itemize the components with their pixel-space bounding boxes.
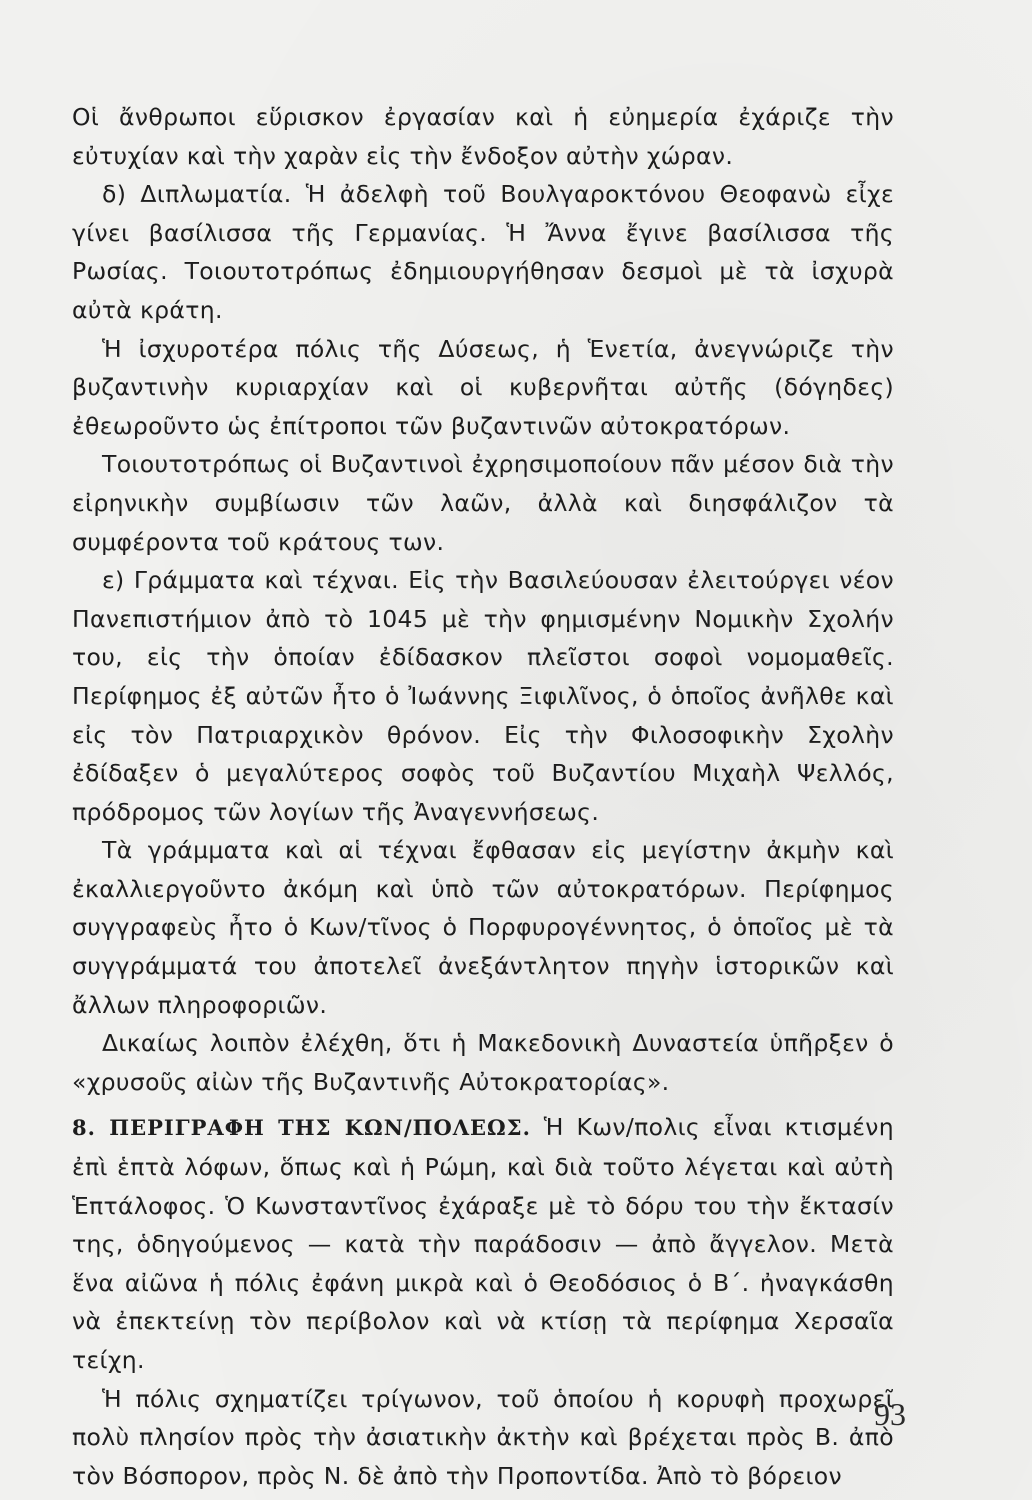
section-8-paragraph (72, 1108, 894, 1379)
body-text (72, 98, 894, 1495)
paragraph-golden-age: Δικαίως λοιπὸν ἐλέχθη, ὅτι ἡ Μακεδονικὴ Δυναστεία ὑπῆρξεν ὁ «χρυσοῦς αἰὼν τῆς Βυζαντινῆς Αὐτοκρατορίας». (72, 1029, 894, 1096)
section-heading: 8. ΠΕΡΙΓΡΑΦΗ ΤΗΣ ΚΩΝ/ΠΟΛΕΩΣ. (72, 1115, 531, 1141)
paragraph-venice: Ἡ ἰσχυροτέρα πόλις τῆς Δύσεως, ἡ Ἑνετία, ἀνεγνώριζε τὴν βυζαντινὴν κυριαρχίαν καὶ οἱ κυβερνῆται αὐτῆς (δόγηδες) ἐθεωροῦντο ὡς ἐπίτροποι τῶν βυζαντινῶν αὐτοκρατόρων. (72, 334, 894, 440)
paragraph-letters-arts: ε) Γράμματα καὶ τέχναι. Εἰς τὴν Βασιλεύουσαν ἐλειτούργει νέον Πανεπιστήμιον ἀπὸ τὸ 1045 μὲ τὴν φημισμένην Νομικὴν Σχολήν του, εἰς τὴν ὁποίαν ἐδίδασκον πλεῖστοι σοφοὶ νομομαθεῖς. Περίφημος ἐξ αὐτῶν ἦτο ὁ Ἰωάννης Ξιφιλῖνος, ὁ ὁποῖος ἀνῆλθε καὶ εἰς τὸν Πατριαρχικὸν θρόνον. Εἰς τὴν Φιλοσοφικὴν Σχολὴν ἐδίδαξεν ὁ μεγαλύτερος σοφὸς τοῦ Βυζαντίου Μιχαὴλ Ψελλός, πρόδρομος τῶν λογίων τῆς Ἀναγεννήσεως. (72, 566, 894, 826)
page-number: 93 (874, 1396, 906, 1432)
paragraph-diplomacy: δ) Διπλωματία. Ἡ ἀδελφὴ τοῦ Βουλγαροκτόνου Θεοφανὼ εἶχε γίνει βασίλισσα τῆς Γερμανίας. Ἡ Ἄννα ἔγινε βασίλισσα τῆς Ρωσίας. Τοιουτοτρόπως ἐδημιουργήθησαν δεσμοὶ μὲ τὰ ἰσχυρὰ αὐτὰ κράτη. (72, 180, 894, 324)
paragraph-byzantine-policy: Τοιουτοτρόπως οἱ Βυζαντινοὶ ἐχρησιμοποίουν πᾶν μέσον διὰ τὴν εἰρηνικὴν συμβίωσιν τῶν λαῶν, ἀλλὰ καὶ διησφάλιζον τὰ συμφέροντα τοῦ κράτους των. (72, 450, 894, 556)
section-body: Ἡ Κων/πολις εἶναι κτισμένη ἐπὶ ἑπτὰ λόφων, ὅπως καὶ ἡ Ρώμη, καὶ διὰ τοῦτο λέγεται καὶ αὐτὴ Ἑπτάλοφος. Ὁ Κωνσταντῖνος ἐχάραξε μὲ τὸ δόρυ του τὴν ἔκτασίν της, ὁδηγούμενος — κατὰ τὴν παράδοσιν — ἀπὸ ἄγγελον. Μετὰ ἕνα αἰῶνα ἡ πόλις ἐφάνη μικρὰ καὶ ὁ Θεοδόσιος ὁ Β΄. ἠναγκάσθη νὰ ἐπεκτείνῃ τὸν περίβολον καὶ νὰ κτίσῃ τὰ περίφημα Χερσαῖα τείχη. (72, 1113, 894, 1374)
paragraph-arts-flourish: Τὰ γράμματα καὶ αἱ τέχναι ἔφθασαν εἰς μεγίστην ἀκμὴν καὶ ἐκαλλιεργοῦντο ἀκόμη καὶ ὑπὸ τῶν αὐτοκρατόρων. Περίφημος συγγραφεὺς ἦτο ὁ Κων/τῖνος ὁ Πορφυρογέννητος, ὁ ὁποῖος μὲ τὰ συγγράμματά του ἀποτελεῖ ἀνεξάντλητον πηγὴν ἱστορικῶν καὶ ἄλλων πληροφοριῶν. (72, 836, 894, 1019)
paragraph-1: Οἱ ἄνθρωποι εὕρισκον ἐργασίαν καὶ ἡ εὐημερία ἐχάριζε τὴν εὐτυχίαν καὶ τὴν χαρὰν εἰς τὴν ἔνδοξον αὐτὴν χώραν. (72, 103, 894, 170)
paragraph-triangle: Ἡ πόλις σχηματίζει τρίγωνον, τοῦ ὁποίου ἡ κορυφὴ προχωρεῖ πολὺ πλησίον πρὸς τὴν ἀσιατικὴν ἀκτὴν καὶ βρέχεται πρὸς Β. ἀπὸ τὸν Βόσπορον, πρὸς Ν. δὲ ἀπὸ τὴν Προποντίδα. Ἀπὸ τὸ βόρειον (72, 1384, 894, 1490)
